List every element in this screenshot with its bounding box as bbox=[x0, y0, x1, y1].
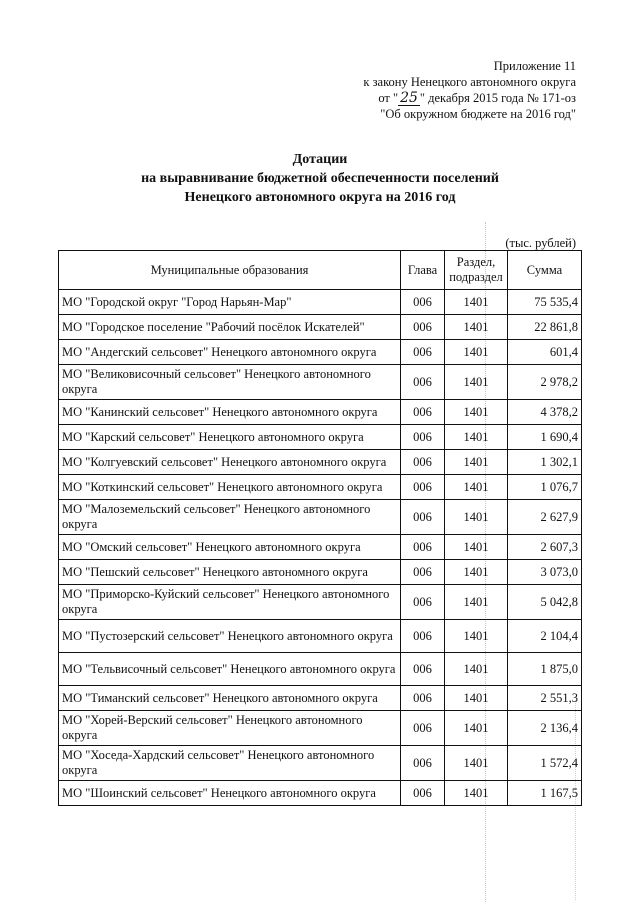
cell-razdel: 1401 bbox=[445, 653, 508, 686]
cell-summa: 1 572,4 bbox=[508, 746, 582, 781]
table-row bbox=[59, 711, 582, 746]
cell-summa: 1 167,5 bbox=[508, 781, 582, 806]
cell-summa: 22 861,8 bbox=[508, 315, 582, 340]
cell-glava: 006 bbox=[401, 620, 445, 653]
cell-name: МО "Карский сельсовет" Ненецкого автономного округа bbox=[59, 425, 401, 450]
appendix-line-3-suffix: " декабря 2015 года № 171-оз bbox=[419, 91, 576, 105]
cell-summa: 1 302,1 bbox=[508, 450, 582, 475]
cell-razdel: 1401 bbox=[445, 620, 508, 653]
appendix-line-3 bbox=[256, 90, 576, 106]
cell-glava: 006 bbox=[401, 365, 445, 400]
cell-summa: 1 690,4 bbox=[508, 425, 582, 450]
cell-razdel: 1401 bbox=[445, 290, 508, 315]
appendix-line-2: к закону Ненецкого автономного округа bbox=[363, 75, 576, 89]
cell-summa: 1 875,0 bbox=[508, 653, 582, 686]
cell-summa: 2 104,4 bbox=[508, 620, 582, 653]
table-row bbox=[59, 475, 582, 500]
table-row bbox=[59, 315, 582, 340]
header-municipality: Муниципальные образования bbox=[59, 251, 401, 290]
cell-summa: 2 136,4 bbox=[508, 711, 582, 746]
table-row bbox=[59, 585, 582, 620]
cell-summa: 5 042,8 bbox=[508, 585, 582, 620]
table-header-row bbox=[59, 251, 582, 290]
table-row bbox=[59, 620, 582, 653]
header-summa: Сумма bbox=[508, 251, 582, 290]
table-row bbox=[59, 365, 582, 400]
table-row bbox=[59, 400, 582, 425]
cell-name: МО "Пустозерский сельсовет" Ненецкого автономного округа bbox=[59, 620, 401, 653]
cell-glava: 006 bbox=[401, 450, 445, 475]
cell-razdel: 1401 bbox=[445, 746, 508, 781]
cell-razdel: 1401 bbox=[445, 585, 508, 620]
cell-name: МО "Омский сельсовет" Ненецкого автономного округа bbox=[59, 535, 401, 560]
table-row bbox=[59, 290, 582, 315]
cell-summa: 4 378,2 bbox=[508, 400, 582, 425]
table-row bbox=[59, 653, 582, 686]
cell-glava: 006 bbox=[401, 781, 445, 806]
cell-razdel: 1401 bbox=[445, 781, 508, 806]
table-row bbox=[59, 425, 582, 450]
table-row bbox=[59, 746, 582, 781]
cell-name: МО "Великовисочный сельсовет" Ненецкого автономного округа bbox=[59, 365, 401, 400]
cell-name: МО "Канинский сельсовет" Ненецкого автономного округа bbox=[59, 400, 401, 425]
cell-razdel: 1401 bbox=[445, 400, 508, 425]
cell-name: МО "Коткинский сельсовет" Ненецкого автономного округа bbox=[59, 475, 401, 500]
cell-summa: 75 535,4 bbox=[508, 290, 582, 315]
cell-glava: 006 bbox=[401, 500, 445, 535]
table-row bbox=[59, 340, 582, 365]
cell-glava: 006 bbox=[401, 340, 445, 365]
cell-glava: 006 bbox=[401, 653, 445, 686]
title-line-2: на выравнивание бюджетной обеспеченности поселений bbox=[141, 171, 499, 186]
cell-razdel: 1401 bbox=[445, 365, 508, 400]
table-row bbox=[59, 500, 582, 535]
cell-summa: 2 627,9 bbox=[508, 500, 582, 535]
cell-razdel: 1401 bbox=[445, 500, 508, 535]
cell-glava: 006 bbox=[401, 746, 445, 781]
cell-razdel: 1401 bbox=[445, 475, 508, 500]
table-row bbox=[59, 450, 582, 475]
cell-razdel: 1401 bbox=[445, 560, 508, 585]
cell-glava: 006 bbox=[401, 560, 445, 585]
cell-glava: 006 bbox=[401, 400, 445, 425]
cell-name: МО "Колгуевский сельсовет" Ненецкого автономного округа bbox=[59, 450, 401, 475]
cell-name: МО "Шоинский сельсовет" Ненецкого автономного округа bbox=[59, 781, 401, 806]
cell-summa: 2 551,3 bbox=[508, 686, 582, 711]
cell-name: МО "Андегский сельсовет" Ненецкого автономного округа bbox=[59, 340, 401, 365]
appendix-line-3-prefix: от " bbox=[378, 91, 399, 105]
table-row bbox=[59, 781, 582, 806]
cell-razdel: 1401 bbox=[445, 535, 508, 560]
cell-summa: 3 073,0 bbox=[508, 560, 582, 585]
cell-summa: 601,4 bbox=[508, 340, 582, 365]
units-label: (тыс. рублей) bbox=[505, 236, 576, 250]
cell-summa: 2 607,3 bbox=[508, 535, 582, 560]
title-line-1: Дотации bbox=[292, 152, 348, 167]
cell-razdel: 1401 bbox=[445, 340, 508, 365]
table-row bbox=[59, 560, 582, 585]
cell-name: МО "Пешский сельсовет" Ненецкого автономного округа bbox=[59, 560, 401, 585]
cell-glava: 006 bbox=[401, 686, 445, 711]
cell-name: МО "Городской округ "Город Нарьян-Мар" bbox=[59, 290, 401, 315]
cell-razdel: 1401 bbox=[445, 425, 508, 450]
appendix-line-1: Приложение 11 bbox=[493, 59, 576, 73]
cell-name: МО "Приморско-Куйский сельсовет" Ненецкого автономного округа bbox=[59, 585, 401, 620]
cell-name: МО "Тельвисочный сельсовет" Ненецкого автономного округа bbox=[59, 653, 401, 686]
cell-glava: 006 bbox=[401, 425, 445, 450]
cell-name: МО "Хорей-Верский сельсовет" Ненецкого автономного округа bbox=[59, 711, 401, 746]
appendix-block bbox=[256, 58, 576, 122]
cell-razdel: 1401 bbox=[445, 686, 508, 711]
cell-glava: 006 bbox=[401, 315, 445, 340]
cell-glava: 006 bbox=[401, 711, 445, 746]
table-row bbox=[59, 535, 582, 560]
title-line-3: Ненецкого автономного округа на 2016 год bbox=[184, 190, 456, 205]
document-title bbox=[0, 150, 640, 207]
cell-glava: 006 bbox=[401, 585, 445, 620]
table-row bbox=[59, 686, 582, 711]
appendix-line-4: "Об окружном бюджете на 2016 год" bbox=[380, 107, 576, 121]
cell-razdel: 1401 bbox=[445, 315, 508, 340]
header-glava: Глава bbox=[401, 251, 445, 290]
cell-razdel: 1401 bbox=[445, 450, 508, 475]
subsidies-table bbox=[58, 250, 582, 806]
cell-summa: 2 978,2 bbox=[508, 365, 582, 400]
cell-glava: 006 bbox=[401, 290, 445, 315]
cell-name: МО "Хоседа-Хардский сельсовет" Ненецкого автономного округа bbox=[59, 746, 401, 781]
cell-summa: 1 076,7 bbox=[508, 475, 582, 500]
cell-razdel: 1401 bbox=[445, 711, 508, 746]
cell-name: МО "Тиманский сельсовет" Ненецкого автономного округа bbox=[59, 686, 401, 711]
cell-glava: 006 bbox=[401, 535, 445, 560]
header-razdel: Раздел, подраздел bbox=[445, 251, 508, 290]
cell-name: МО "Городское поселение "Рабочий посёлок Искателей" bbox=[59, 315, 401, 340]
cell-name: МО "Малоземельский сельсовет" Ненецкого автономного округа bbox=[59, 500, 401, 535]
cell-glava: 006 bbox=[401, 475, 445, 500]
handwritten-day: 25 bbox=[400, 90, 418, 106]
